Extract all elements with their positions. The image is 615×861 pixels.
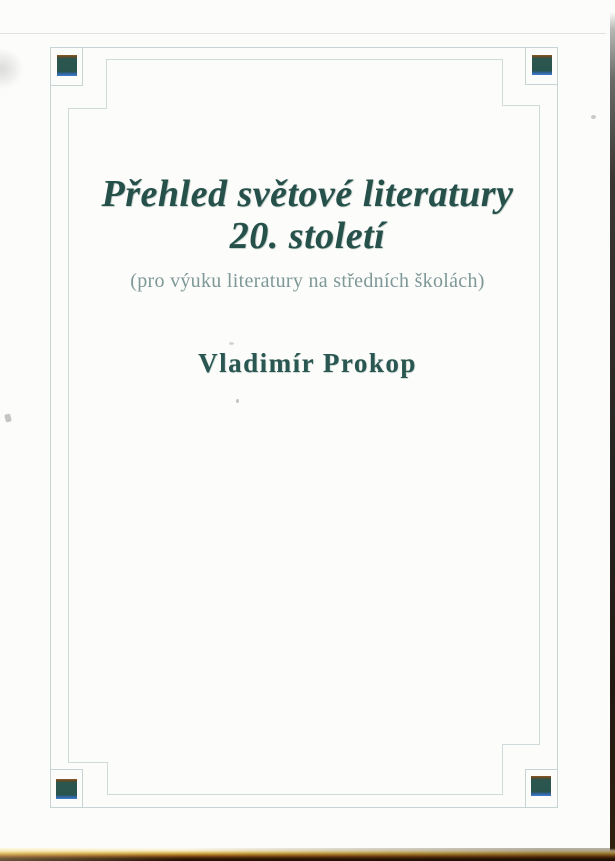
corner-square-ornament-top-right [532, 55, 552, 75]
frame-outer-rule [51, 48, 558, 808]
book-author: Vladimír Prokop [198, 348, 417, 378]
scan-top-edge-line [0, 33, 606, 34]
scan-bottom-page-edge [0, 848, 615, 861]
corner-square-ornament-bottom-left [56, 779, 77, 799]
scan-smudge [0, 48, 24, 90]
dust-speck [236, 399, 239, 403]
corner-square-ornament-top-left [57, 55, 77, 76]
dust-speck [591, 115, 596, 119]
corner-square-ornament-bottom-right [531, 776, 551, 796]
book-title-line1: Přehled světové literatury [101, 173, 514, 215]
scan-right-page-edge [610, 12, 615, 855]
book-title-line2: 20. století [229, 215, 386, 257]
frame-inner-stepped-rule [69, 60, 540, 795]
book-subtitle: (pro výuku literatury na středních školách) [130, 270, 485, 292]
dust-speck [229, 342, 234, 345]
